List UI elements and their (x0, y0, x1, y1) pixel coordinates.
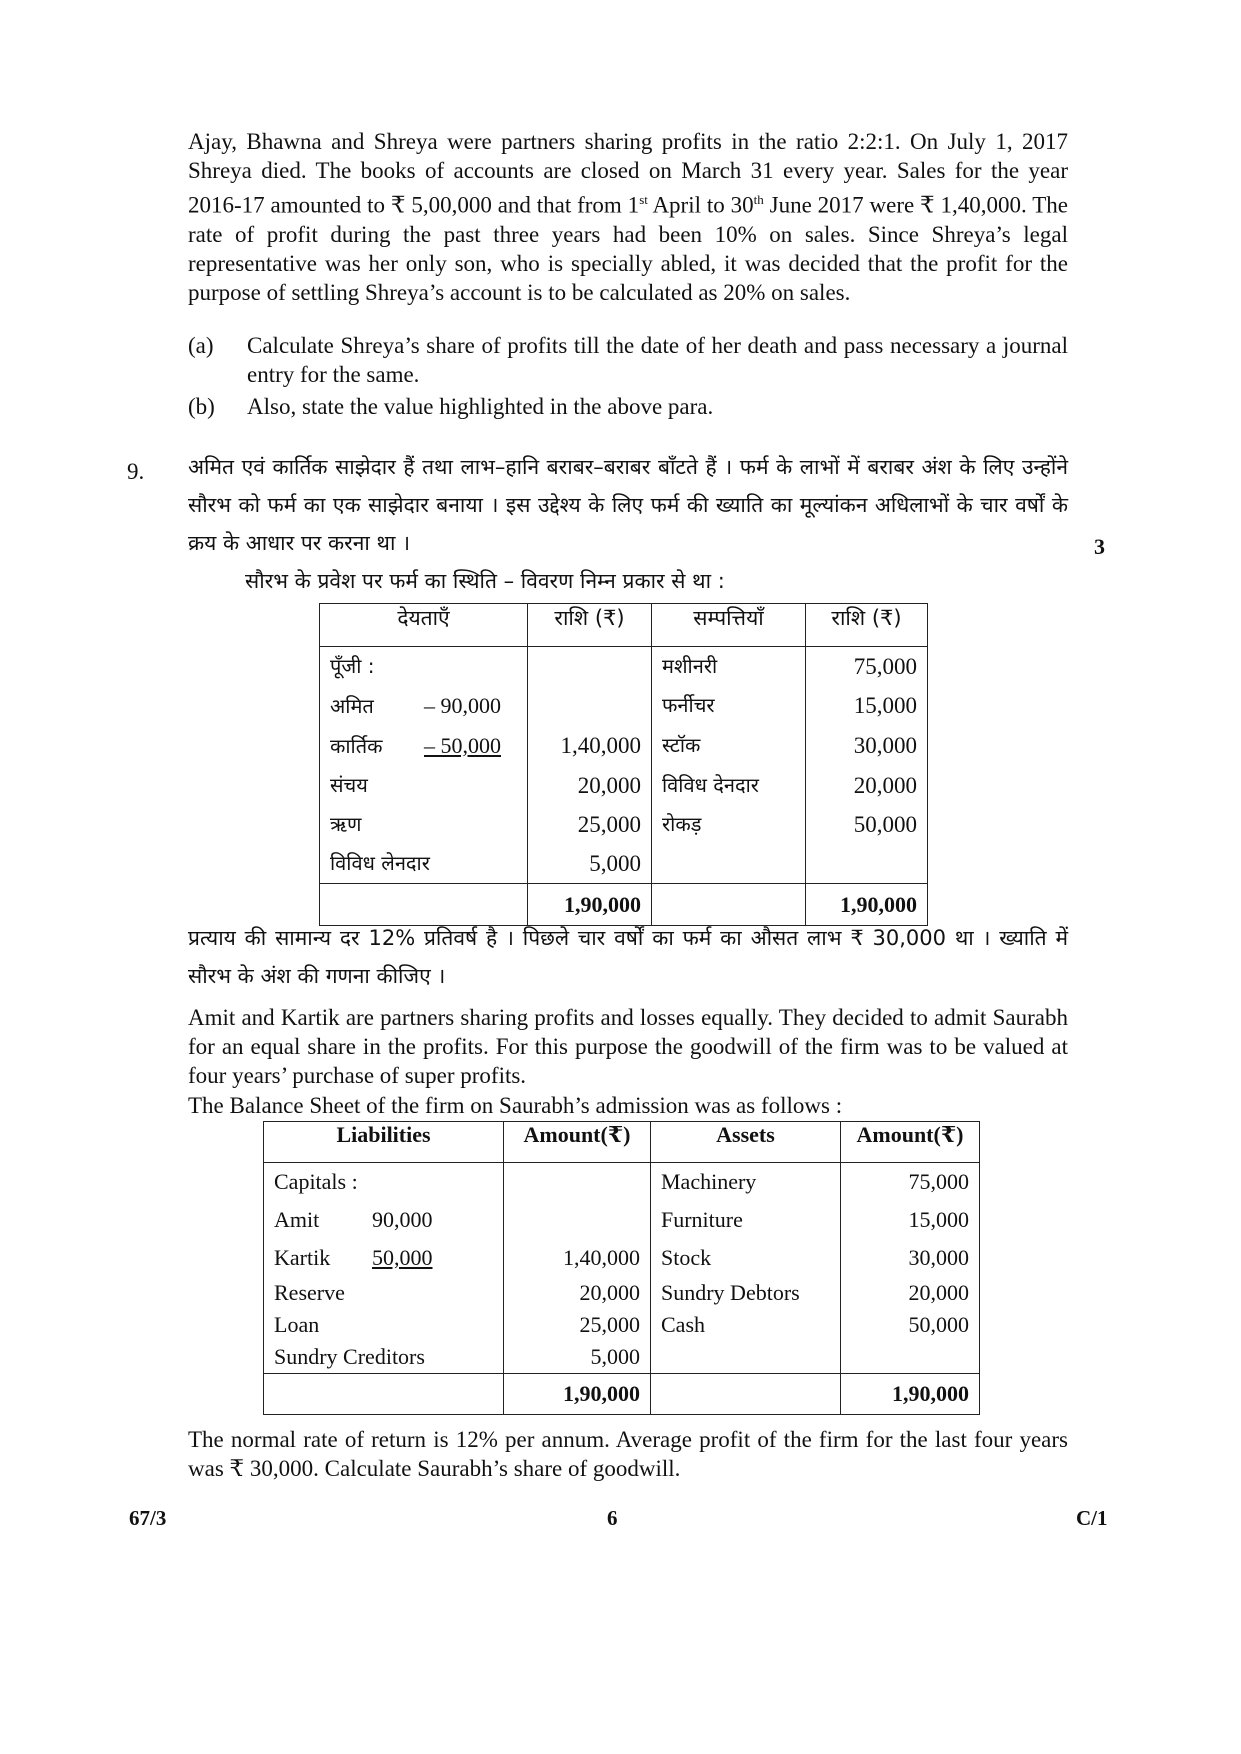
partner-amount: 50,000 (372, 1245, 433, 1270)
table-row (264, 1201, 980, 1239)
reserve-label: Reserve (264, 1277, 504, 1309)
creditors-amount: 5,000 (528, 844, 652, 884)
capital-label: पूँजी : (320, 647, 528, 687)
asset-amount: 30,000 (806, 726, 928, 766)
reserve-amount: 20,000 (504, 1277, 651, 1309)
hindi-balance-sheet (319, 603, 928, 926)
question-marks: 3 (1094, 534, 1105, 559)
loan-amount: 25,000 (528, 805, 652, 844)
header-amount: Amount(₹) (504, 1122, 651, 1163)
header-liabilities: देयताएँ (320, 604, 528, 647)
english-table-header (264, 1122, 980, 1163)
asset-amount: 30,000 (841, 1239, 980, 1277)
partner-name: Kartik (274, 1245, 331, 1270)
table-row (320, 766, 928, 805)
empty-cell (841, 1341, 980, 1374)
asset-amount: 75,000 (841, 1163, 980, 1202)
table-row (320, 726, 928, 766)
capital-total: 1,40,000 (528, 726, 652, 766)
q9-hindi-table-caption: सौरभ के प्रवेश पर फर्म का स्थिति – विवरण निम्न प्रकार से था : (245, 569, 725, 593)
header-liabilities: Liabilities (264, 1122, 504, 1163)
empty-cell (264, 1374, 504, 1415)
q9-english-table-caption: The Balance Sheet of the firm on Saurabh’s admission was as follows : (188, 1093, 843, 1118)
total-row (264, 1374, 980, 1415)
table-row (264, 1239, 980, 1277)
partner-capital (320, 686, 528, 726)
empty-cell (504, 1163, 651, 1202)
table-row (320, 647, 928, 687)
total-assets: 1,90,000 (841, 1374, 980, 1415)
asset-label: Furniture (651, 1201, 841, 1239)
total-liabilities: 1,90,000 (528, 884, 652, 926)
footer-set-code: C/1 (1076, 1506, 1108, 1530)
q9-english-intro: Amit and Kartik are partners sharing profits and losses equally. They decided to admit Saurabh for an equal share in the profits. For this purpose the goodwill of the firm was to be valued at four years’ purchase of super profits. (188, 1005, 1068, 1088)
loan-label: Loan (264, 1309, 504, 1341)
table-row (320, 844, 928, 884)
asset-amount: 15,000 (806, 686, 928, 726)
q8-part-a-text: Calculate Shreya’s share of profits till the date of her death and pass necessary a journal entry for the same. (247, 333, 1068, 387)
table-row (264, 1163, 980, 1202)
header-amount: Amount(₹) (841, 1122, 980, 1163)
q8-intro-part1: Ajay, Bhawna and Shreya were partners sharing profits in the ratio 2:2:1. On July 1, 2017 Shreya died. The books of accounts are closed on March 31 every year. Sales for the year 2016-17 amounted to ₹ 5,00,000 and that from 1 (188, 129, 1068, 218)
asset-label: फर्नीचर (652, 686, 806, 726)
q9-hindi-intro: अमित एवं कार्तिक साझेदार हैं तथा लाभ–हानि बराबर–बराबर बाँटते हैं । फर्म के लाभों में बराबर अंश के लिए उन्होंने सौरभ को फर्म का एक साझेदार बनाया । इस उद्देश्य के लिए फर्म की ख्याति का मूल्यांकन अधिलाभों के चार वर्षों के क्रय के आधार पर करना था । (188, 455, 1068, 555)
partner-name: Amit (274, 1207, 320, 1232)
total-liabilities: 1,90,000 (504, 1374, 651, 1415)
asset-label: Machinery (651, 1163, 841, 1202)
q8-sup-st: st (639, 192, 648, 207)
q8-part-a-label: (a) (188, 333, 214, 358)
hindi-table-header (320, 604, 928, 647)
partner-capital (264, 1201, 504, 1239)
asset-label: Sundry Debtors (651, 1277, 841, 1309)
q8-sup-th: th (753, 192, 764, 207)
empty-cell (528, 647, 652, 687)
empty-cell (652, 844, 806, 884)
capital-total: 1,40,000 (504, 1239, 651, 1277)
capital-label: Capitals : (264, 1163, 504, 1202)
asset-label: रोकड़ (652, 805, 806, 844)
q9-hindi-outro: प्रत्याय की सामान्य दर 12% प्रतिवर्ष है । पिछले चार वर्षों का फर्म का औसत लाभ ₹ 30,000 था । ख्याति में सौरभ के अंश की गणना कीजिए । (188, 926, 1068, 988)
loan-amount: 25,000 (504, 1309, 651, 1341)
question-number: 9. (127, 459, 145, 484)
asset-amount: 75,000 (806, 647, 928, 687)
loan-label: ऋण (320, 805, 528, 844)
asset-label: स्टॉक (652, 726, 806, 766)
creditors-label: Sundry Creditors (264, 1341, 504, 1374)
partner-amount: 90,000 (372, 1207, 433, 1232)
partner-capital (264, 1239, 504, 1277)
asset-label: विविध देनदार (652, 766, 806, 805)
footer-paper-code: 67/3 (129, 1506, 167, 1530)
header-amount: राशि (₹) (528, 604, 652, 647)
footer-page-number: 6 (607, 1506, 618, 1530)
creditors-amount: 5,000 (504, 1341, 651, 1374)
creditors-label: विविध लेनदार (320, 844, 528, 884)
partner-amount: – 50,000 (424, 733, 501, 758)
asset-amount: 15,000 (841, 1201, 980, 1239)
asset-amount: 20,000 (841, 1277, 980, 1309)
asset-label: Cash (651, 1309, 841, 1341)
table-row (264, 1309, 980, 1341)
asset-label: मशीनरी (652, 647, 806, 687)
reserve-label: संचय (320, 766, 528, 805)
partner-name: अमित (330, 694, 374, 718)
header-assets: सम्पत्तियाँ (652, 604, 806, 647)
partner-name: कार्तिक (330, 734, 383, 758)
header-assets: Assets (651, 1122, 841, 1163)
q8-intro-part2: April to 30 (647, 192, 754, 218)
asset-amount: 50,000 (806, 805, 928, 844)
asset-amount: 50,000 (841, 1309, 980, 1341)
asset-amount: 20,000 (806, 766, 928, 805)
table-row (264, 1277, 980, 1309)
table-row (320, 686, 928, 726)
q8-part-b-label: (b) (188, 394, 215, 419)
partner-capital (320, 726, 528, 766)
q8-intro-part3: June 2017 were ₹ 1,40,000. The rate of profit during the past three years had been 10% on sales. Since Shreya’s legal representative was her only son, who is specially abled, it was decided that the profit for the purpose of settling Shreya’s account is to be calculated as 20% on sales. (188, 192, 1068, 305)
empty-cell (504, 1201, 651, 1239)
english-balance-sheet (263, 1121, 980, 1415)
header-amount: राशि (₹) (806, 604, 928, 647)
table-row (320, 805, 928, 844)
partner-amount: – 90,000 (424, 693, 501, 718)
empty-cell (528, 686, 652, 726)
empty-cell (651, 1341, 841, 1374)
total-assets: 1,90,000 (806, 884, 928, 926)
table-row (264, 1341, 980, 1374)
asset-label: Stock (651, 1239, 841, 1277)
reserve-amount: 20,000 (528, 766, 652, 805)
empty-cell (806, 844, 928, 884)
empty-cell (651, 1374, 841, 1415)
q8-part-b-text: Also, state the value highlighted in the above para. (247, 394, 714, 419)
q9-english-outro: The normal rate of return is 12% per annum. Average profit of the firm for the last four years was ₹ 30,000. Calculate Saurabh’s share of goodwill. (188, 1427, 1068, 1481)
q8-intro (188, 127, 1068, 307)
